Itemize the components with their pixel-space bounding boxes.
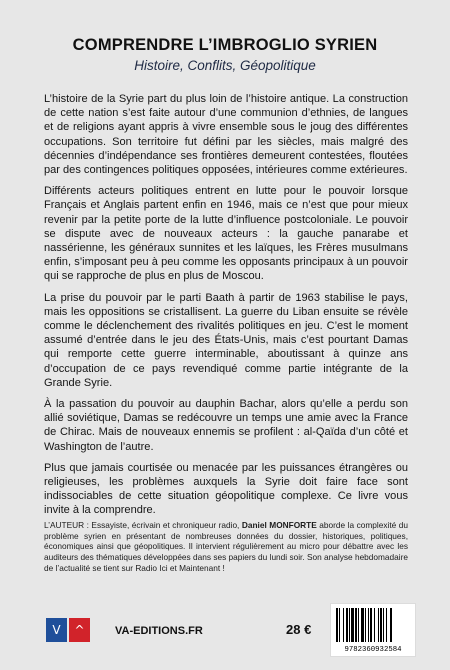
isbn-number: 9782360932584 bbox=[344, 646, 402, 654]
logo-v-icon: V bbox=[46, 618, 67, 642]
blurb-paragraph: Plus que jamais courtisée ou menacée par les puissances étrangères ou religieuses, les problèmes auxquels la Syrie doit faire face sont indissociables de cette situation géopolitique complexe. Ce livre vous invite à la comprendre. bbox=[44, 461, 408, 517]
price-label: 28 € bbox=[286, 622, 312, 637]
publisher-logo bbox=[46, 618, 90, 642]
isbn-barcode bbox=[330, 603, 416, 657]
blurb-paragraph: La prise du pouvoir par le parti Baath à partir de 1963 stabilise le pays, mais les oppositions se cristallisent. La guerre du Liban ensuite se révèle comme le déclenchement des rivalités politiques en jeu. C’est le moment assumé d’entrée dans le jeu des États-Unis, mais c’est pourtant Damas qui remporte cette guerre interminable, aboutissant à quinze ans d’occupation de ce pays revendiqué comme partie intégrante de la Grande Syrie. bbox=[44, 291, 408, 389]
blurb bbox=[44, 92, 408, 518]
author-bio-prefix: L’AUTEUR : Essayiste, écrivain et chroniqueur radio, bbox=[44, 520, 242, 530]
blurb-paragraph: Différents acteurs politiques entrent en lutte pour le pouvoir lorsque Français et Anglais partent enfin en 1946, mais ce n’est que pour mieux revenir par la petite porte de la lutte d’influence postcoloniale. Le pouvoir se dispute avec de nouveaux acteurs : la gauche panarabe et nassérienne, les généraux sunnites et les laïques, les Frères musulmans enfin, s’imposant peu à peu comme les opposants principaux à un pouvoir qui se rapproche de plus en plus de Moscou. bbox=[44, 185, 408, 283]
publisher-website: VA-EDITIONS.FR bbox=[115, 625, 203, 637]
author-bio-text: aborde la complexité du problème syrien en présentant de nombreuses données du dossier, historiques, politiques, économiques ainsi que géopolitiques. Il intervient régulièrement au micro pour débattre avec les auditeurs des thématiques développées dans ses papiers du lundi soir. Son analyse hebdomadaire de l’actualité se tient sur Radio Ici et Maintenant ! bbox=[44, 520, 408, 573]
barcode-bars-icon bbox=[335, 608, 411, 642]
book-title: COMPRENDRE L’IMBROGLIO SYRIEN bbox=[72, 36, 378, 54]
logo-caret-icon: ^ bbox=[69, 618, 90, 642]
author-bio bbox=[44, 520, 408, 574]
blurb-paragraph: L’histoire de la Syrie part du plus loin de l’histoire antique. La construction de cette nation s’est faite autour d’une communion d’ethnies, de langues et de religions ayant appris à vivre ensemble sous le joug des différentes occupations. Son territoire fut défini par les siècles, mais malgré des décennies d’indépendance ses frontières demeurent contestées, floutées par des contingences politiques opposées, intérieures comme extérieures. bbox=[44, 93, 408, 177]
book-subtitle: Histoire, Conflits, Géopolitique bbox=[134, 58, 316, 73]
author-name: Daniel MONFORTE bbox=[241, 520, 317, 530]
blurb-paragraph: À la passation du pouvoir au dauphin Bachar, alors qu’elle a perdu son allié soviétique, Damas se redécouvre un temps une amie avec la France de Chirac. Mais de nouveaux ennemis se profilent : al-Qaïda d’un côté et Washington de l’autre. bbox=[44, 398, 408, 453]
